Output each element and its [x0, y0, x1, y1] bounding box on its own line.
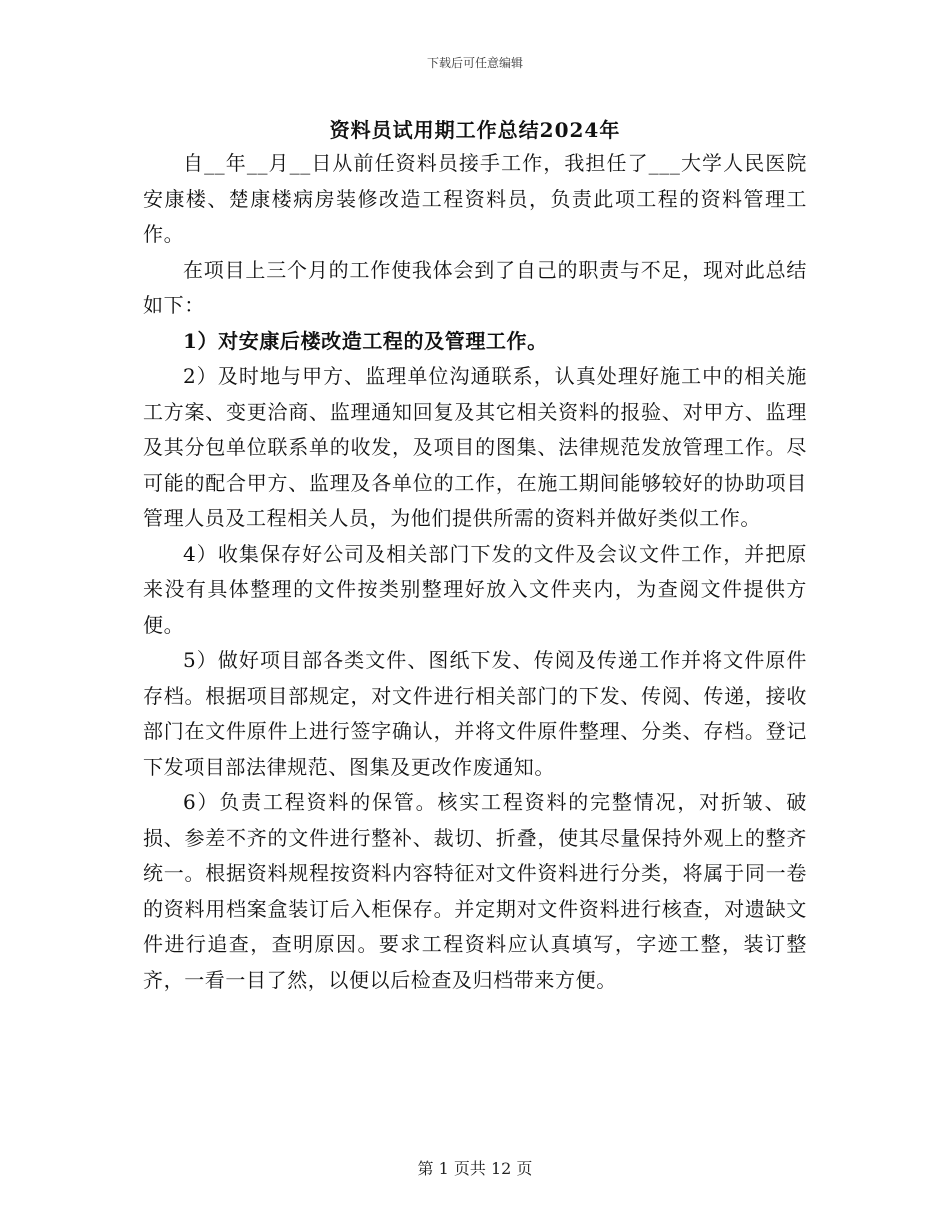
- document-body: [143, 146, 807, 998]
- paragraph-item-5: 5）做好项目部各类文件、图纸下发、传阅及传递工作并将文件原件存档。根据项目部规定，对文件进行相关部门的下发、传阅、传递，接收部门在文件原件上进行签字确认，并将文件原件整理、分类、存档。登记下发项目部法律规范、图集及更改作废通知。: [143, 648, 807, 779]
- paragraph-item-2: 2）及时地与甲方、监理单位沟通联系，认真处理好施工中的相关施工方案、变更洽商、监理通知回复及其它相关资料的报验、对甲方、监理及其分包单位联系单的收发，及项目的图集、法律规范发放管理工作。尽可能的配合甲方、监理及各单位的工作，在施工期间能够较好的协助项目管理人员及工程相关人员，为他们提供所需的资料并做好类似工作。: [143, 364, 807, 530]
- document-title: 资料员试用期工作总结2024年: [329, 118, 621, 142]
- paragraph-item-4: 4）收集保存好公司及相关部门下发的文件及会议文件工作，并把原来没有具体整理的文件按类别整理好放入文件夹内，为查阅文件提供方便。: [143, 541, 807, 637]
- paragraph-intro: 自__年__月__日从前任资料员接手工作，我担任了___大学人民医院安康楼、楚康楼病房装修改造工程资料员，负责此项工程的资料管理工作。: [143, 151, 807, 246]
- paragraph-item-1: 1）对安康后楼改造工程的及管理工作。: [183, 328, 548, 353]
- paragraph-item-6: 6）负责工程资料的保管。核实工程资料的完整情况，对折皱、破损、参差不齐的文件进行整补、裁切、折叠，使其尽量保持外观上的整齐统一。根据资料规程按资料内容特征对文件资料进行分类，将属于同一卷的资料用档案盒装订后入柜保存。并定期对文件资料进行核查，对遗缺文件进行追查，查明原因。要求工程资料应认真填写，字迹工整，装订整齐，一看一目了然，以便以后检查及归档带来方便。: [143, 790, 807, 992]
- page-number: 第 1 页共 12 页: [417, 1159, 533, 1178]
- paragraph-summary-lead: 在项目上三个月的工作使我体会到了自己的职责与不足，现对此总结如下：: [143, 257, 807, 317]
- header-note: 下载后可任意编辑: [426, 56, 523, 70]
